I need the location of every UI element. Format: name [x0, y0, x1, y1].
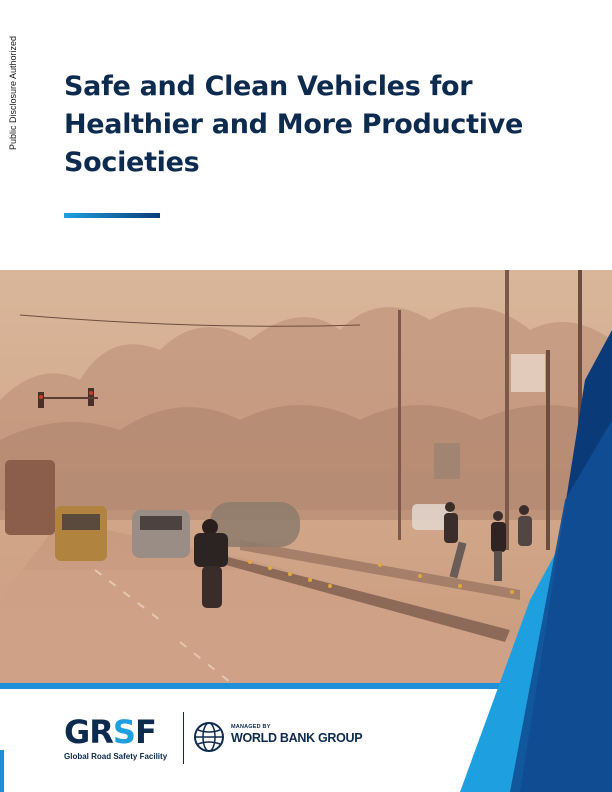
cover-title-line-2: Healthier and More Productive: [64, 109, 523, 140]
grsf-full-name: Global Road Safety Facility: [64, 752, 168, 761]
grsf-logo: [64, 713, 156, 751]
grsf-acronym-gr: GR: [64, 713, 113, 751]
world-bank-group-name: WORLD BANK GROUP: [231, 731, 363, 745]
cover-title-line-3: Societies: [64, 147, 200, 178]
grsf-acronym-s: S: [112, 713, 135, 751]
disclosure-label-top: Public Disclosure Authorized: [8, 35, 18, 150]
grsf-acronym-f: F: [134, 713, 156, 751]
grsf-acronym: [64, 713, 156, 751]
logo-divider: [183, 712, 184, 764]
world-bank-globe-icon: [193, 721, 225, 753]
cover-title-line-1: Safe and Clean Vehicles for: [64, 71, 473, 102]
managed-by-label: MANAGED BY: [231, 724, 271, 730]
